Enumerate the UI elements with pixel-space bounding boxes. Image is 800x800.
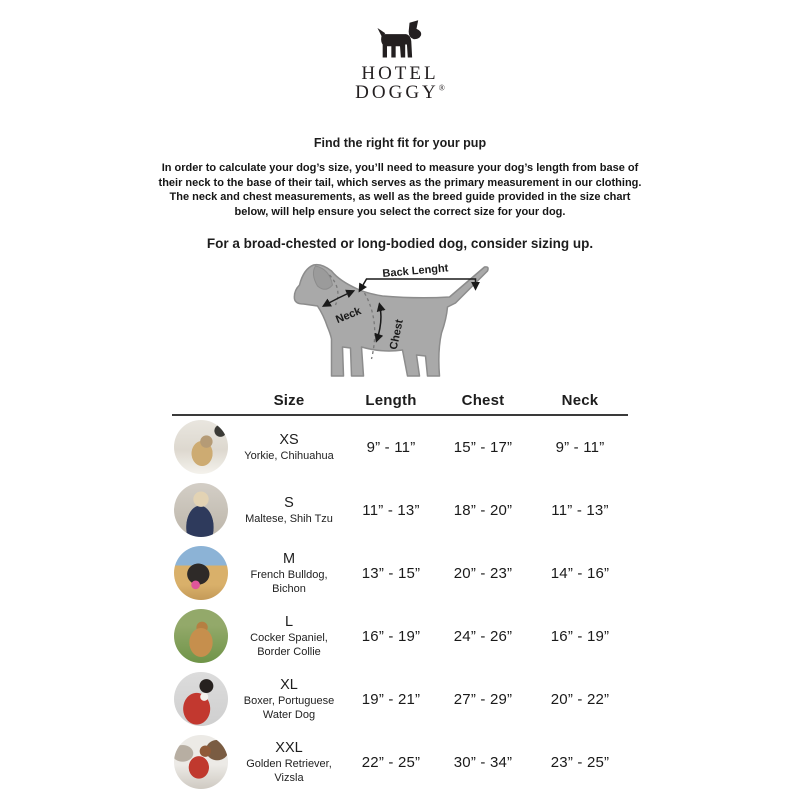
dog-photo-yorkie xyxy=(174,420,228,474)
dog-photo-red-jacket xyxy=(174,672,228,726)
chest-value: 27” - 29” xyxy=(453,690,513,708)
measurement-diagram xyxy=(0,259,800,386)
chest-value: 15” - 17” xyxy=(453,438,513,456)
table-row xyxy=(172,605,628,668)
neck-value: 11” - 13” xyxy=(551,501,609,519)
dog-photo-maltese xyxy=(174,483,228,537)
breeds-label: Boxer, Portuguese Water Dog xyxy=(243,694,335,721)
size-label: S xyxy=(284,494,294,511)
length-value: 11” - 13” xyxy=(362,501,420,519)
length-value: 13” - 15” xyxy=(361,564,421,582)
intro-heading: Find the right fit for your pup xyxy=(313,136,487,150)
neck-value: 23” - 25” xyxy=(550,753,610,771)
brand-logo xyxy=(0,20,800,102)
size-label: XS xyxy=(279,431,299,448)
breeds-label: French Bulldog, Bichon xyxy=(250,568,328,595)
length-value: 19” - 21” xyxy=(361,690,421,708)
neck-label: Neck xyxy=(334,304,363,326)
size-label: M xyxy=(282,550,296,567)
size-cell xyxy=(230,431,348,464)
dog-logo-icon xyxy=(374,20,426,62)
size-chart-table xyxy=(172,392,628,794)
intro-body: In order to calculate your dog’s size, you’ll need to measure your dog’s length from base of their neck to the base of their tail, which serves as the primary measurement in our clothing. The neck and chest measurements, as well as the breed guide provided in the size chart below, will help ensure you select the correct size for your dog. xyxy=(158,162,642,218)
chest-value: 18” - 20” xyxy=(453,501,513,519)
dog-photo-vizsla xyxy=(174,735,228,789)
neck-value: 16” - 19” xyxy=(550,627,610,645)
table-row xyxy=(172,542,628,605)
registered-mark: ® xyxy=(438,83,445,93)
back-length-label: Back Lenght xyxy=(382,261,449,280)
breeds-label: Yorkie, Chihuahua xyxy=(244,449,334,462)
length-value: 16” - 19” xyxy=(361,627,421,645)
brand-name xyxy=(0,64,800,102)
table-row xyxy=(172,731,628,794)
table-row xyxy=(172,479,628,542)
chest-value: 24” - 26” xyxy=(453,627,513,645)
table-row xyxy=(172,416,628,479)
sizing-note: For a broad-chested or long-bodied dog, consider sizing up. xyxy=(206,235,594,251)
length-value: 9” - 11” xyxy=(366,438,416,456)
size-cell xyxy=(230,676,348,723)
size-cell xyxy=(230,550,348,597)
neck-value: 9” - 11” xyxy=(555,438,605,456)
size-label: XXL xyxy=(275,739,303,756)
size-cell xyxy=(230,739,348,786)
chest-label: Chest xyxy=(387,317,406,351)
header-length: Length xyxy=(365,391,417,409)
breeds-label: Golden Retriever, Vizsla xyxy=(246,757,332,784)
dog-photo-cocker-spaniel xyxy=(174,609,228,663)
header-chest: Chest xyxy=(461,391,505,409)
dog-photo-french-bulldog xyxy=(174,546,228,600)
brand-line2: DOGGY® xyxy=(355,82,445,103)
breeds-label: Maltese, Shih Tzu xyxy=(245,512,333,525)
chest-value: 20” - 23” xyxy=(453,564,513,582)
neck-value: 20” - 22” xyxy=(550,690,610,708)
breeds-label: Cocker Spaniel, Border Collie xyxy=(250,631,328,658)
header-size: Size xyxy=(273,391,305,409)
table-row xyxy=(172,668,628,731)
intro-section xyxy=(0,136,800,251)
chest-value: 30” - 34” xyxy=(453,753,513,771)
size-label: L xyxy=(284,613,294,630)
neck-value: 14” - 16” xyxy=(550,564,610,582)
size-label: XL xyxy=(280,676,298,693)
size-cell xyxy=(230,494,348,527)
size-cell xyxy=(230,613,348,660)
table-header-row xyxy=(172,392,628,416)
header-neck: Neck xyxy=(561,391,599,409)
brand-line1: HOTEL xyxy=(361,63,439,84)
length-value: 22” - 25” xyxy=(361,753,421,771)
